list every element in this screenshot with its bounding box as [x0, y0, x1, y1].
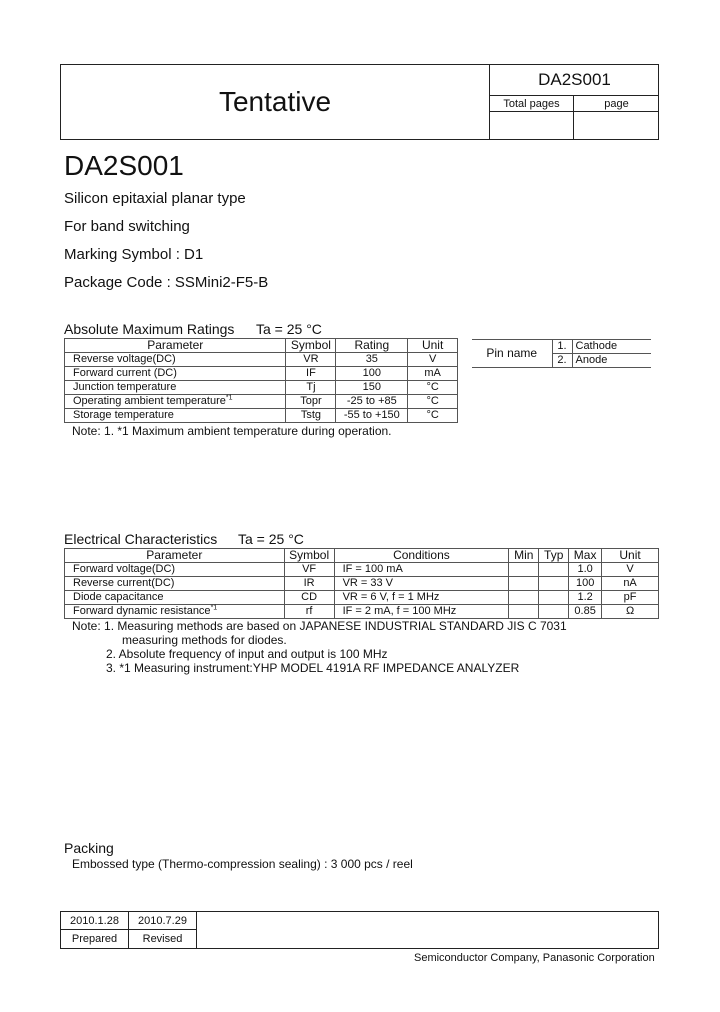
document-header — [60, 64, 659, 140]
rating-cell: 150 — [336, 381, 408, 395]
rating-cell: -25 to +85 — [336, 395, 408, 409]
parameter-cell: Reverse current(DC) — [73, 577, 175, 589]
conditions-cell: IF = 2 mA, f = 100 MHz — [334, 605, 509, 619]
min-cell — [509, 563, 539, 577]
pin-name-label: Pin name — [472, 340, 552, 368]
min-cell — [509, 577, 539, 591]
col-header: Min — [509, 549, 539, 563]
footnote-mark: *1 — [225, 394, 233, 402]
conditions-cell: VR = 33 V — [334, 577, 509, 591]
parameter-cell: Junction temperature — [73, 381, 177, 393]
table-row — [65, 577, 659, 591]
parameter-cell: Diode capacitance — [73, 591, 164, 603]
col-header: Symbol — [284, 549, 334, 563]
header-title: Tentative — [218, 86, 332, 117]
min-cell — [509, 591, 539, 605]
pin-name: Anode — [572, 354, 651, 368]
conditions-cell: VR = 6 V, f = 1 MHz — [334, 591, 509, 605]
symbol-cell: VF — [284, 563, 334, 577]
device-type: Silicon epitaxial planar type — [64, 190, 246, 207]
col-header: Parameter — [65, 339, 286, 353]
unit-cell: mA — [408, 367, 458, 381]
col-header: Rating — [336, 339, 408, 353]
part-title: DA2S001 — [64, 150, 184, 181]
elec-note-1: Note: 1. Measuring methods are based on JAPANESE INDUSTRIAL STANDARD JIS C 7031 — [72, 619, 567, 633]
table-row — [472, 340, 651, 354]
col-header: Conditions — [334, 549, 509, 563]
unit-cell: °C — [408, 409, 458, 423]
max-cell: 1.2 — [569, 591, 602, 605]
unit-cell: °C — [408, 381, 458, 395]
package-code: Package Code : SSMini2-F5-B — [64, 274, 269, 291]
packing-text: Embossed type (Thermo-compression sealing) : 3 000 pcs / reel — [72, 857, 413, 871]
unit-cell: V — [408, 353, 458, 367]
table-row — [65, 395, 458, 409]
parameter-cell: Forward voltage(DC) — [73, 563, 176, 575]
elec-char-title: Electrical Characteristics — [64, 531, 218, 547]
typ-cell — [539, 577, 569, 591]
header-part-number: DA2S001 — [490, 65, 659, 96]
table-row — [65, 591, 659, 605]
col-header: Unit — [602, 549, 659, 563]
total-pages-label: Total pages — [490, 96, 574, 112]
min-cell — [509, 605, 539, 619]
pin-number: 2. — [552, 354, 572, 368]
abs-max-condition: Ta = 25 °C — [256, 321, 322, 337]
max-cell: 0.85 — [569, 605, 602, 619]
symbol-cell: rf — [284, 605, 334, 619]
elec-note-3: 3. *1 Measuring instrument:YHP MODEL 4191A RF IMPEDANCE ANALYZER — [106, 661, 520, 675]
pin-name-table — [472, 339, 651, 368]
rating-cell: 35 — [336, 353, 408, 367]
col-header: Max — [569, 549, 602, 563]
total-pages-value — [490, 112, 574, 139]
unit-cell: Ω — [602, 605, 659, 619]
unit-cell: V — [602, 563, 659, 577]
elec-header-row — [65, 549, 659, 563]
unit-cell: nA — [602, 577, 659, 591]
typ-cell — [539, 591, 569, 605]
revised-date: 2010.7.29 — [129, 912, 197, 930]
parameter-cell: Storage temperature — [73, 409, 174, 421]
elec-note-2: 2. Absolute frequency of input and output is 100 MHz — [106, 647, 388, 661]
parameter-cell: Reverse voltage(DC) — [73, 353, 176, 365]
packing-title: Packing — [64, 840, 114, 856]
pin-name: Cathode — [572, 340, 651, 354]
marking-symbol: Marking Symbol : D1 — [64, 246, 204, 263]
company-name: Semiconductor Company, Panasonic Corporation — [414, 952, 655, 964]
symbol-cell: Topr — [286, 395, 336, 409]
parameter-cell: Forward current (DC) — [73, 367, 177, 379]
symbol-cell: VR — [286, 353, 336, 367]
prepared-label: Prepared — [61, 930, 129, 948]
col-header: Parameter — [65, 549, 285, 563]
rating-cell: -55 to +150 — [336, 409, 408, 423]
page-label: page — [574, 96, 659, 112]
typ-cell — [539, 563, 569, 577]
rating-cell: 100 — [336, 367, 408, 381]
col-header: Typ — [539, 549, 569, 563]
unit-cell: °C — [408, 395, 458, 409]
unit-cell: pF — [602, 591, 659, 605]
pin-number: 1. — [552, 340, 572, 354]
revised-label: Revised — [129, 930, 197, 948]
parameter-cell: Operating ambient temperature — [73, 395, 226, 407]
table-row — [65, 605, 659, 619]
symbol-cell: Tj — [286, 381, 336, 395]
table-row — [65, 353, 458, 367]
table-row — [65, 381, 458, 395]
device-application: For band switching — [64, 218, 190, 235]
abs-max-title: Absolute Maximum Ratings — [64, 321, 235, 337]
symbol-cell: IR — [284, 577, 334, 591]
symbol-cell: CD — [284, 591, 334, 605]
table-row — [65, 367, 458, 381]
abs-max-header-row — [65, 339, 458, 353]
elec-char-table — [64, 548, 659, 619]
abs-max-table — [64, 338, 458, 423]
elec-note-1-cont: measuring methods for diodes. — [122, 633, 287, 647]
document-footer — [60, 911, 659, 949]
table-row — [65, 563, 659, 577]
header-right-block — [489, 65, 659, 139]
footnote-mark: *1 — [210, 604, 218, 612]
conditions-cell: IF = 100 mA — [334, 563, 509, 577]
col-header: Symbol — [286, 339, 336, 353]
symbol-cell: Tstg — [286, 409, 336, 423]
max-cell: 100 — [569, 577, 602, 591]
col-header: Unit — [408, 339, 458, 353]
abs-max-note: Note: 1. *1 Maximum ambient temperature during operation. — [72, 424, 392, 438]
elec-char-condition: Ta = 25 °C — [238, 531, 304, 547]
parameter-cell: Forward dynamic resistance — [73, 605, 211, 617]
table-row — [65, 409, 458, 423]
typ-cell — [539, 605, 569, 619]
max-cell: 1.0 — [569, 563, 602, 577]
symbol-cell: IF — [286, 367, 336, 381]
prepared-date: 2010.1.28 — [61, 912, 129, 930]
